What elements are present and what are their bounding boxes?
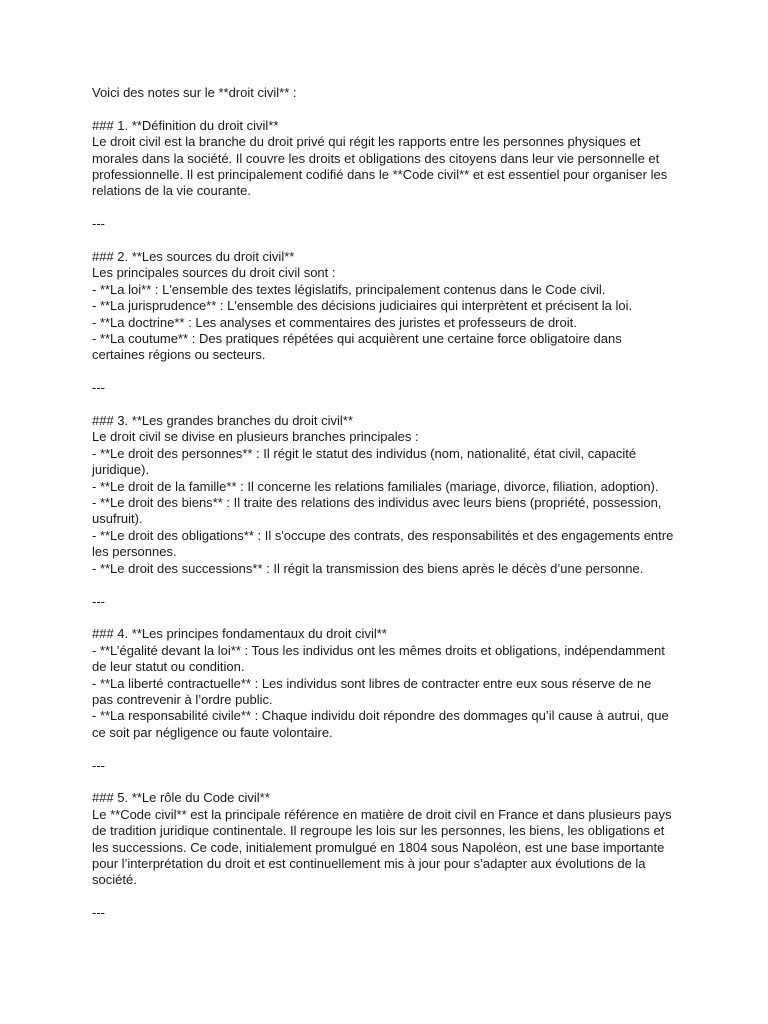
text-line: juridique). [92, 462, 150, 478]
text-line: usufruit). [92, 511, 143, 527]
text-line: Le **Code civil** est la principale référence en matière de droit civil en France et dans plusieurs pays [92, 806, 672, 822]
section-heading: ### 5. **Le rôle du Code civil** [92, 790, 270, 806]
blank-line [92, 397, 682, 413]
text-line: Le droit civil est la branche du droit privé qui régit les rapports entre les personnes physiques et [92, 134, 641, 150]
list-item: - **Le droit des obligations** : Il s'occupe des contrats, des responsabilités et des engagements entre [92, 527, 674, 543]
separator: --- [92, 380, 105, 396]
separator: --- [92, 757, 105, 773]
text-line: certaines régions ou secteurs. [92, 347, 266, 363]
list-item: - **Le droit de la famille** : Il concerne les relations familiales (mariage, divorce, filiation, adoption). [92, 478, 659, 494]
blank-line [92, 101, 682, 117]
blank-line [92, 774, 682, 790]
separator: --- [92, 593, 105, 609]
list-item: - **La loi** : L'ensemble des textes législatifs, principalement contenus dans le Code civil. [92, 281, 606, 297]
section-heading: ### 3. **Les grandes branches du droit civil** [92, 413, 353, 429]
text-line: société. [92, 872, 137, 888]
text-line: professionnelle. Il est principalement codifié dans le **Code civil** et est essentiel pour organiser les [92, 167, 668, 183]
blank-line [92, 200, 682, 216]
text-line: Voici des notes sur le **droit civil** : [92, 85, 297, 100]
list-item: - **L’égalité devant la loi** : Tous les individus ont les mêmes droits et obligations, indépendamment [92, 642, 665, 658]
list-item: - **Le droit des biens** : Il traite des relations des individus avec leurs biens (propriété, possession, [92, 495, 662, 511]
blank-line [92, 610, 682, 626]
list-item: - **La liberté contractuelle** : Les individus sont libres de contracter entre eux sous réserve de ne [92, 675, 652, 691]
text-line: de tradition juridique continentale. Il regroupe les lois sur les personnes, les biens, les obligations et [92, 823, 665, 839]
text-line: pour l’interprétation du droit et est continuellement mis à jour pour s’adapter aux évolutions de la [92, 855, 646, 871]
text-line: Le droit civil se divise en plusieurs branches principales : [92, 429, 419, 445]
separator: --- [92, 905, 105, 921]
text-line: pas contrevenir à l’ordre public. [92, 691, 273, 707]
list-item: - **La coutume** : Des pratiques répétées qui acquièrent une certaine force obligatoire dans [92, 331, 622, 347]
section-heading: ### 2. **Les sources du droit civil** [92, 249, 295, 265]
list-item: - **Le droit des successions** : Il régit la transmission des biens après le décès d’une personne. [92, 560, 644, 576]
blank-line [92, 364, 682, 380]
list-item: - **La responsabilité civile** : Chaque individu doit répondre des dommages qu’il cause à autrui, que [92, 708, 669, 724]
text-line: Les principales sources du droit civil sont : [92, 265, 336, 281]
text-line: les successions. Ce code, initialement promulgué en 1804 sous Napoléon, est une base importante [92, 839, 665, 855]
text-line: ce soit par négligence ou faute volontaire. [92, 724, 333, 740]
section-heading: ### 4. **Les principes fondamentaux du droit civil** [92, 626, 387, 642]
list-item: - **Le droit des personnes** : Il régit le statut des individus (nom, nationalité, état civil, capacité [92, 445, 637, 461]
blank-line [92, 233, 682, 249]
text-line: les personnes. [92, 544, 177, 560]
text-line: morales dans la société. Il couvre les droits et obligations des citoyens dans leur vie personnelle et [92, 150, 660, 166]
separator: --- [92, 216, 105, 232]
blank-line [92, 577, 682, 593]
document-body [92, 85, 682, 922]
blank-line [92, 889, 682, 905]
text-line: de leur statut ou condition. [92, 659, 245, 675]
list-item: - **La jurisprudence** : L'ensemble des décisions judiciaires qui interprètent et précisent la loi. [92, 298, 633, 314]
text-line: relations de la vie courante. [92, 183, 251, 199]
list-item: - **La doctrine** : Les analyses et commentaires des juristes et professeurs de droit. [92, 314, 577, 330]
blank-line [92, 741, 682, 757]
section-heading: ### 1. **Définition du droit civil** [92, 117, 279, 133]
